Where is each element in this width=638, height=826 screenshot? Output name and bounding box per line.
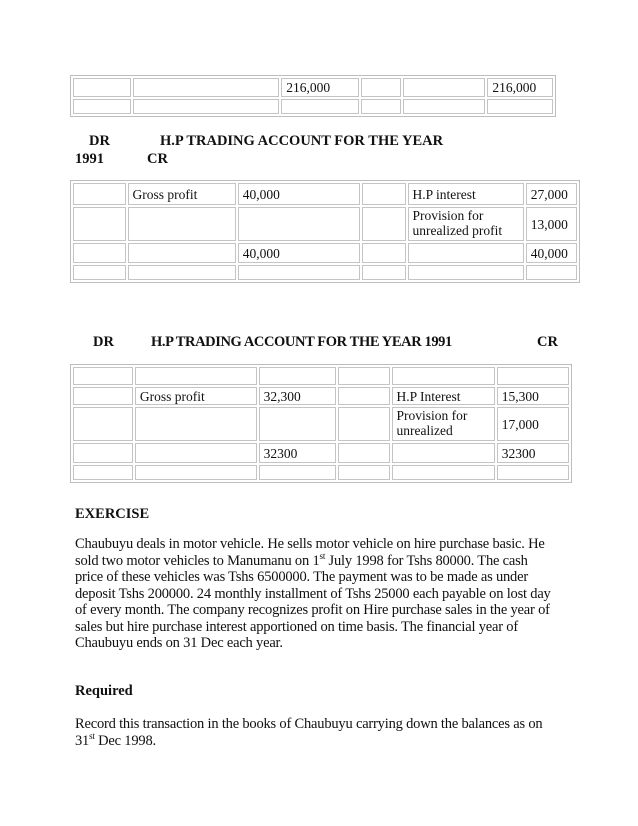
table-cell: [403, 78, 486, 97]
account-title: H.P TRADING ACCOUNT FOR THE YEAR 1991: [151, 334, 452, 350]
table-cell: [403, 99, 486, 114]
year-label: 1991: [75, 151, 104, 167]
exercise-text-part-1: Chaubuyu deals in motor vehicle. He sells motor vehicle on hire purchase basic. He sold two motor vehicles to Manumanu on 1: [75, 536, 545, 569]
hp-trading-table-2: [70, 364, 572, 483]
table-cell: [135, 443, 257, 463]
table-cell: 32300: [259, 443, 336, 463]
table-row: [73, 183, 577, 205]
exercise-text-part-2: July 1998 for Tshs 80000. The cash price of these vehicles was Tshs 6500000. The payment was to be made as under deposit Tshs 200000. 24 monthly installment of Tshs 25000 each payable on lost day of every month. The company recognizes profit on Hire purchase sales in the year of sales but hire purchase interest apportioned on time basis. The financial year of Chaubuyu ends on 31 Dec each year.: [75, 552, 551, 651]
table-cell: [128, 265, 236, 280]
table-cell: [392, 465, 495, 480]
required-heading: Required: [75, 683, 133, 699]
table-row: [73, 367, 569, 385]
table-cell: [259, 367, 336, 385]
table-cell: [361, 78, 401, 97]
table-cell: [392, 443, 495, 463]
table-cell: 17,000: [497, 407, 569, 441]
table-cell: [238, 265, 360, 280]
account-heading-1: [75, 133, 535, 169]
table-cell: [133, 99, 279, 114]
table-cell: [73, 78, 131, 97]
cr-label: CR: [147, 151, 168, 167]
table-cell: H.P interest: [408, 183, 524, 205]
table-row: [73, 207, 577, 241]
table-cell: [338, 387, 390, 405]
table-row: [73, 78, 553, 97]
table-cell: [238, 207, 360, 241]
table-cell: Provision for unrealized: [392, 407, 495, 441]
account-title: H.P TRADING ACCOUNT FOR THE YEAR: [160, 133, 444, 149]
required-paragraph: [75, 716, 555, 749]
table-cell: [338, 407, 390, 441]
table-cell: [128, 207, 236, 241]
table-cell: [73, 207, 126, 241]
cr-label: CR: [537, 334, 558, 350]
table-cell: [408, 265, 524, 280]
table-cell: [133, 78, 279, 97]
table-cell: 40,000: [238, 183, 360, 205]
required-text-part-1: Record this transaction in the books of Chaubuyu carrying down the balances as on 31: [75, 716, 543, 749]
table-cell: [361, 99, 401, 114]
dr-label: DR: [89, 133, 110, 149]
exercise-heading: EXERCISE: [75, 506, 150, 522]
table-row: [73, 443, 569, 463]
ordinal-suffix: st: [89, 730, 95, 741]
table-cell: [362, 243, 406, 263]
hp-trading-table-1: [70, 180, 580, 283]
ordinal-suffix: st: [319, 550, 326, 561]
table-cell: [73, 465, 133, 480]
table-cell: [73, 99, 131, 114]
table-cell: 32300: [497, 443, 569, 463]
table-row: [73, 387, 569, 405]
table-cell: [128, 243, 236, 263]
table-cell: [73, 367, 133, 385]
table-cell: H.P Interest: [392, 387, 495, 405]
table-cell: Gross profit: [128, 183, 236, 205]
dr-label: DR: [93, 334, 114, 350]
table-cell: [259, 407, 336, 441]
table-row: [73, 243, 577, 263]
table-cell: 216,000: [487, 78, 553, 97]
table-cell: [338, 443, 390, 463]
table-cell: [526, 265, 577, 280]
table-cell: [135, 465, 257, 480]
table-cell: [497, 367, 569, 385]
table-cell: [135, 407, 257, 441]
table-cell: [73, 183, 126, 205]
table-cell: Provision for unrealized profit: [408, 207, 524, 241]
table-cell: [408, 243, 524, 263]
table-cell: [73, 387, 133, 405]
table-cell: [73, 265, 126, 280]
table-row: [73, 99, 553, 114]
table-cell: [497, 465, 569, 480]
table-cell: [392, 367, 495, 385]
account-heading-2: [75, 334, 565, 354]
table-cell: 13,000: [526, 207, 577, 241]
table-cell: 216,000: [281, 78, 358, 97]
table-cell: 32,300: [259, 387, 336, 405]
table-cell: [73, 407, 133, 441]
table-cell: [487, 99, 553, 114]
table-cell: Gross profit: [135, 387, 257, 405]
table-cell: [362, 207, 406, 241]
table-row: [73, 407, 569, 441]
table-cell: [338, 367, 390, 385]
table-cell: [362, 265, 406, 280]
table-cell: 15,300: [497, 387, 569, 405]
required-text-part-2: Dec 1998.: [94, 732, 156, 749]
table-cell: [135, 367, 257, 385]
top-table: [70, 75, 556, 117]
table-row: [73, 265, 577, 280]
table-cell: 27,000: [526, 183, 577, 205]
table-cell: 40,000: [526, 243, 577, 263]
table-row: [73, 465, 569, 480]
table-cell: [73, 243, 126, 263]
table-cell: [259, 465, 336, 480]
table-cell: [362, 183, 406, 205]
table-cell: 40,000: [238, 243, 360, 263]
table-cell: [73, 443, 133, 463]
exercise-paragraph: [75, 536, 555, 652]
table-cell: [281, 99, 358, 114]
table-cell: [338, 465, 390, 480]
